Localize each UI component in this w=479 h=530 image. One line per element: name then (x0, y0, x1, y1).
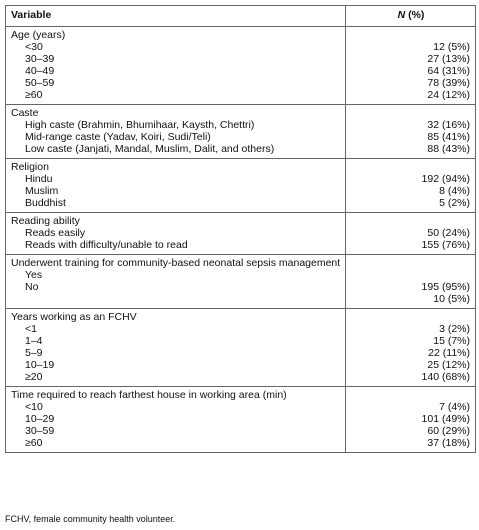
row-value: 78 (39%) (427, 77, 470, 89)
row-label: Reads easily (25, 227, 86, 239)
section-title-spacer (351, 311, 470, 323)
row-value: 85 (41%) (427, 131, 470, 143)
row-label: 5–9 (25, 347, 43, 359)
row-value: 5 (2%) (439, 197, 470, 209)
row-label: Mid-range caste (Yadav, Koiri, Sudi/Teli) (25, 131, 211, 143)
table-header-row (6, 6, 476, 27)
row-label: 30–39 (25, 53, 55, 65)
section-title: Religion (11, 161, 49, 173)
section-label-cell (6, 387, 346, 453)
row-value: 155 (76%) (421, 239, 470, 251)
section-title: Age (years) (11, 29, 66, 41)
row-label: 50–59 (25, 77, 55, 89)
row-label: Low caste (Janjati, Mandal, Muslim, Dalit, and others) (25, 143, 275, 155)
section-title-spacer (351, 29, 470, 41)
section-title: Underwent training for community-based neonatal sepsis management (11, 257, 341, 269)
table-section-row (6, 387, 476, 453)
row-value: 24 (12%) (427, 89, 470, 101)
section-value-cell (346, 387, 476, 453)
header-n-symbol: N (397, 9, 406, 21)
section-title-spacer (351, 107, 470, 119)
row-label: <30 (25, 41, 43, 53)
row-value: 32 (16%) (427, 119, 470, 131)
table-section-row (6, 159, 476, 213)
row-value: 140 (68%) (421, 371, 470, 383)
section-value-cell (346, 27, 476, 105)
row-value: 15 (7%) (433, 335, 470, 347)
row-label: <1 (25, 323, 37, 335)
row-value: 50 (24%) (427, 227, 470, 239)
row-value: 8 (4%) (439, 185, 470, 197)
section-label-cell (6, 159, 346, 213)
section-title: Time required to reach farthest house in working area (min) (11, 389, 287, 401)
table-section-row (6, 213, 476, 255)
section-value-cell (346, 255, 476, 309)
table-section-row (6, 309, 476, 387)
table-section-row (6, 105, 476, 159)
row-value: 7 (4%) (439, 401, 470, 413)
row-label: 30–59 (25, 425, 55, 437)
section-label-cell (6, 309, 346, 387)
row-label: ≥60 (25, 437, 43, 449)
row-label: 1–4 (25, 335, 43, 347)
section-value-cell (346, 309, 476, 387)
section-title: Caste (11, 107, 39, 119)
table-section-row (6, 255, 476, 309)
section-label-cell (6, 213, 346, 255)
row-label: <10 (25, 401, 43, 413)
row-label: ≥20 (25, 371, 43, 383)
section-title-spacer (351, 257, 470, 269)
data-table-container (5, 5, 475, 453)
section-label-cell (6, 255, 346, 309)
row-value: 27 (13%) (427, 53, 470, 65)
row-label: 10–29 (25, 413, 55, 425)
row-label: Yes (25, 269, 43, 281)
section-title: Reading ability (11, 215, 80, 227)
row-value: 64 (31%) (427, 65, 470, 77)
row-value: 195 (95%) (421, 281, 470, 293)
demographics-table (5, 5, 476, 453)
row-value: 88 (43%) (427, 143, 470, 155)
row-value: 22 (11%) (428, 347, 470, 359)
section-title: Years working as an FCHV (11, 311, 137, 323)
row-label: ≥60 (25, 89, 43, 101)
header-percent-symbol: (%) (405, 9, 425, 21)
section-value-cell (346, 213, 476, 255)
row-label: No (25, 281, 39, 293)
table-footnote: FCHV, female community health volunteer. (5, 514, 176, 524)
row-label: Muslim (25, 185, 59, 197)
row-value: 10 (5%) (433, 293, 470, 305)
section-title-spacer (351, 269, 470, 281)
row-value: 192 (94%) (421, 173, 470, 185)
section-value-cell (346, 105, 476, 159)
section-label-cell (6, 27, 346, 105)
section-title-spacer (351, 161, 470, 173)
row-value: 3 (2%) (439, 323, 470, 335)
row-label: 40–49 (25, 65, 55, 77)
row-value: 37 (18%) (427, 437, 470, 449)
row-label: 10–19 (25, 359, 55, 371)
table-section-row (6, 27, 476, 105)
row-value: 101 (49%) (421, 413, 470, 425)
row-value: 60 (29%) (427, 425, 470, 437)
row-value: 25 (12%) (427, 359, 470, 371)
section-value-cell (346, 159, 476, 213)
section-title-spacer (351, 389, 470, 401)
section-title-spacer (351, 215, 470, 227)
row-label: Reads with difficulty/unable to read (25, 239, 188, 251)
row-value: 12 (5%) (433, 41, 470, 53)
header-n-percent (346, 6, 476, 27)
section-label-cell (6, 105, 346, 159)
row-label: Buddhist (25, 197, 66, 209)
header-variable: Variable (6, 6, 346, 27)
row-label: High caste (Brahmin, Bhumihaar, Kaysth, Chettri) (25, 119, 255, 131)
row-label: Hindu (25, 173, 53, 185)
